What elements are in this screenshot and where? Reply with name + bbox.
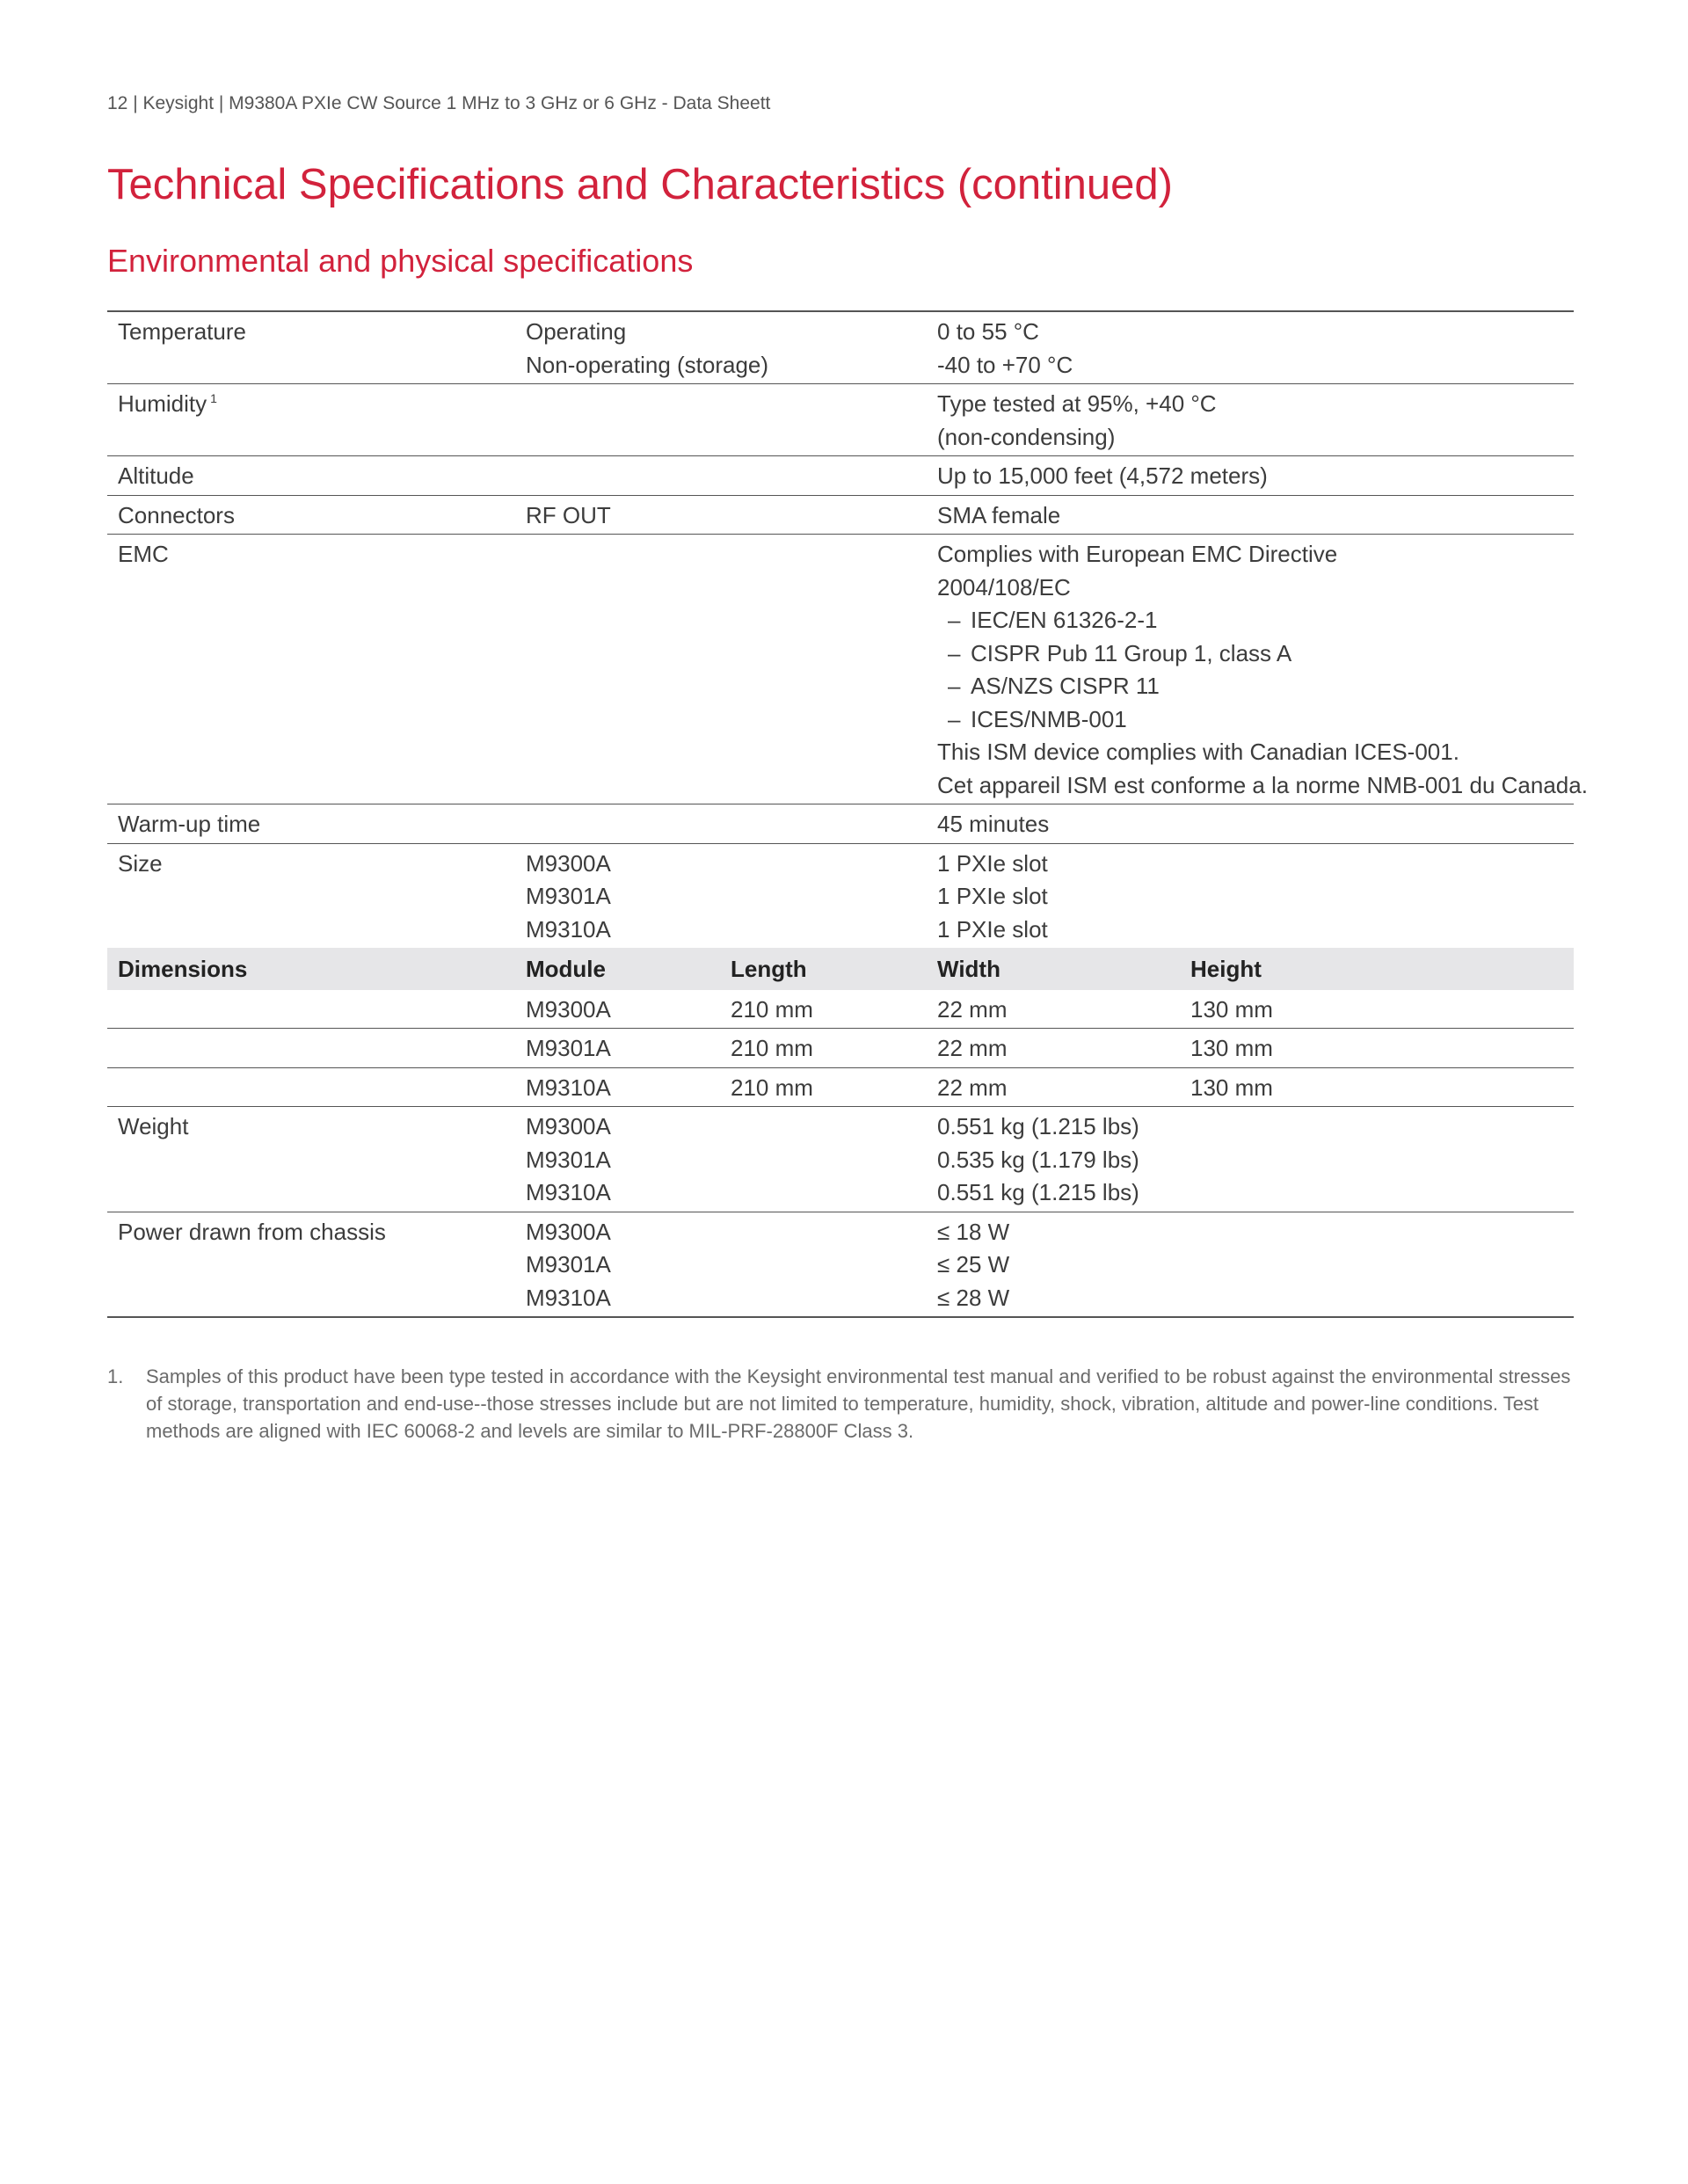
footnote-ref: 1 bbox=[210, 391, 217, 406]
row-condition bbox=[515, 384, 927, 456]
humidity-value-note: (non-condensing) bbox=[937, 423, 1116, 450]
dim-height: 130 mm bbox=[1180, 990, 1574, 1029]
row-condition bbox=[515, 456, 927, 496]
row-value: Up to 15,000 feet (4,572 meters) bbox=[927, 456, 1574, 496]
emc-directive: 2004/108/EC bbox=[937, 573, 1071, 601]
table-row-weight bbox=[107, 1107, 1574, 1212]
column-header-height: Height bbox=[1180, 948, 1574, 990]
specifications-table bbox=[107, 310, 1588, 1318]
column-header-length: Length bbox=[720, 948, 927, 990]
footnote-text: Samples of this product have been type tested in accordance with the Keysight environmental test manual and verified to be robust against the environmental stresses of storage, transportation and end-use--those stresses include but are not limited to temperature, humidity, shock, vibration, altitude and power-line conditions. Test methods are aligned with IEC 60068-2 and levels are similar to MIL-PRF-28800F Class 3. bbox=[146, 1365, 1571, 1442]
table-row bbox=[107, 1067, 1574, 1107]
table-row-altitude bbox=[107, 456, 1574, 496]
row-condition bbox=[515, 311, 927, 384]
row-label: EMC bbox=[107, 535, 515, 804]
emc-intro: Complies with European EMC Directive bbox=[937, 541, 1338, 567]
table-row-humidity bbox=[107, 384, 1574, 456]
condition-non-operating: Non-operating (storage) bbox=[526, 351, 769, 378]
dim-length: 210 mm bbox=[720, 1029, 927, 1068]
row-condition bbox=[515, 535, 927, 804]
dim-width: 22 mm bbox=[927, 1029, 1180, 1068]
row-value: 1 PXIe slot 1 PXIe slot 1 PXIe slot bbox=[937, 849, 1048, 943]
row-condition: M9300A M9301A M9310A bbox=[515, 1107, 927, 1212]
row-value bbox=[927, 535, 1588, 804]
table-row-size bbox=[107, 843, 1574, 948]
dim-height: 130 mm bbox=[1180, 1067, 1574, 1107]
row-value: 45 minutes bbox=[927, 804, 1574, 844]
emc-note-french: Cet appareil ISM est conforme a la norme NMB-001 du Canada. bbox=[937, 771, 1588, 798]
condition-operating: Operating bbox=[526, 318, 627, 345]
value-non-operating: -40 to +70 °C bbox=[937, 351, 1073, 378]
row-condition: M9300A M9301A M9310A bbox=[515, 1212, 927, 1317]
row-value: 0.551 kg (1.215 lbs) 0.535 kg (1.179 lbs) 0.551 kg (1.215 lbs) bbox=[927, 1107, 1574, 1212]
table-row-warmup bbox=[107, 804, 1574, 844]
row-value: SMA female bbox=[927, 495, 1574, 535]
table-row bbox=[107, 990, 1574, 1029]
table-row-emc bbox=[107, 535, 1574, 804]
footnote bbox=[107, 1363, 1574, 1445]
column-header-module: Module bbox=[515, 948, 720, 990]
row-condition: M9300A M9301A M9310A bbox=[526, 849, 611, 943]
table-row-power bbox=[107, 1212, 1574, 1317]
section-title: Environmental and physical specifications bbox=[107, 243, 694, 279]
dim-length: 210 mm bbox=[720, 1067, 927, 1107]
row-value bbox=[927, 311, 1574, 384]
row-label: Altitude bbox=[107, 456, 515, 496]
row-label: Weight bbox=[107, 1107, 515, 1212]
dim-module: M9310A bbox=[515, 1067, 720, 1107]
table-row-temperature bbox=[107, 311, 1574, 384]
emc-note-english: This ISM device complies with Canadian ICES-001. bbox=[937, 739, 1459, 765]
row-condition: RF OUT bbox=[515, 495, 927, 535]
dim-width: 22 mm bbox=[927, 990, 1180, 1029]
dim-module: M9301A bbox=[515, 1029, 720, 1068]
row-condition bbox=[515, 804, 927, 844]
running-header: 12 | Keysight | M9380A PXIe CW Source 1 MHz to 3 GHz or 6 GHz - Data Sheett bbox=[107, 93, 771, 113]
row-label bbox=[107, 384, 515, 456]
dimensions-header-row bbox=[107, 948, 1574, 990]
row-value bbox=[927, 384, 1574, 456]
row-label: Temperature bbox=[107, 311, 515, 384]
dim-height: 130 mm bbox=[1180, 1029, 1574, 1068]
dim-length: 210 mm bbox=[720, 990, 927, 1029]
column-header-width: Width bbox=[927, 948, 1180, 990]
emc-standard-item: – AS/NZS CISPR 11 bbox=[948, 673, 1160, 699]
emc-standard-item: – CISPR Pub 11 Group 1, class A bbox=[948, 639, 1292, 666]
table-row-connectors bbox=[107, 495, 1574, 535]
dim-width: 22 mm bbox=[927, 1067, 1180, 1107]
humidity-value: Type tested at 95%, +40 °C bbox=[937, 390, 1217, 417]
emc-standard-item: – ICES/NMB-001 bbox=[948, 705, 1127, 732]
page-title: Technical Specifications and Characteristics (continued) bbox=[107, 161, 1173, 208]
humidity-label: Humidity bbox=[118, 390, 207, 417]
row-value: ≤ 18 W ≤ 25 W ≤ 28 W bbox=[927, 1212, 1574, 1317]
table-row bbox=[107, 1029, 1574, 1068]
emc-standard-item: – IEC/EN 61326-2-1 bbox=[948, 607, 1158, 633]
dimensions-label: Dimensions bbox=[107, 948, 515, 990]
row-label: Connectors bbox=[107, 495, 515, 535]
value-operating: 0 to 55 °C bbox=[937, 318, 1039, 345]
row-label: Power drawn from chassis bbox=[107, 1212, 515, 1317]
dim-module: M9300A bbox=[515, 990, 720, 1029]
row-label: Warm-up time bbox=[107, 804, 515, 844]
footnote-number: 1. bbox=[107, 1365, 124, 1387]
row-label: Size bbox=[118, 849, 163, 877]
